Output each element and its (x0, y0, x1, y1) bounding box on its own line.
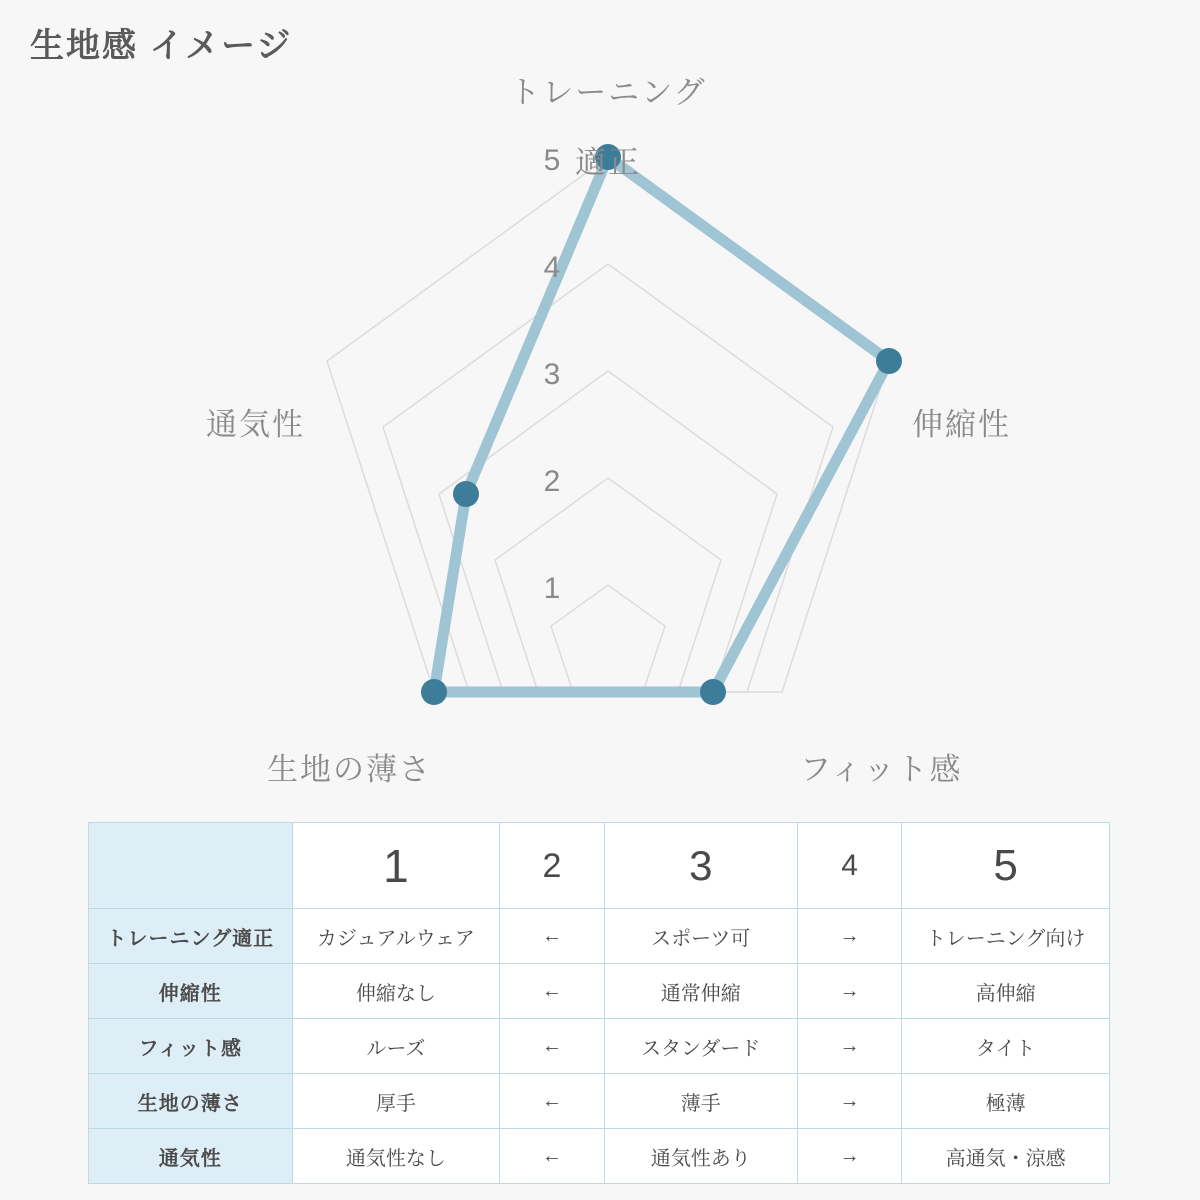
cell-thinness-4: → (797, 1074, 901, 1129)
cell-training-4: → (797, 909, 901, 964)
table-header-3 (604, 823, 797, 909)
cell-fit-2: ← (500, 1019, 604, 1074)
table-header-3-label: 3 (689, 841, 713, 889)
cell-breathability-3: 通気性あり (604, 1129, 797, 1184)
cell-thinness-5: 極薄 (902, 1074, 1110, 1129)
cell-fit-1: ルーズ (292, 1019, 500, 1074)
radar-tick-4: 4 (543, 251, 561, 284)
cell-fit-4: → (797, 1019, 901, 1074)
table-row (89, 1074, 1110, 1129)
radar-chart (0, 55, 1200, 820)
radar-point-breathability (453, 481, 479, 507)
cell-stretch-3: 通常伸縮 (604, 964, 797, 1019)
axis-label-training: トレーニング (509, 75, 707, 110)
axis-label-thinness: 生地の薄さ (267, 752, 432, 787)
row-label-stretch: 伸縮性 (89, 964, 293, 1019)
cell-training-3: スポーツ可 (604, 909, 797, 964)
radar-point-thinness (421, 679, 447, 705)
axis-label-stretch: 伸縮性 (912, 407, 1011, 442)
page-title: 生地感 イメージ (30, 27, 293, 65)
axis-label-fit: フィット感 (800, 752, 963, 787)
radar-grid (327, 157, 889, 692)
radar-tick-5: 5 (543, 144, 561, 177)
axis-label-training-suffix: 適正 (575, 145, 641, 180)
table-header-4-label: 4 (841, 848, 858, 882)
row-label-breathability: 通気性 (89, 1129, 293, 1184)
table-header-2-label: 2 (542, 846, 562, 885)
table-header-row (89, 823, 1110, 909)
cell-thinness-2: ← (500, 1074, 604, 1129)
table-header-corner (89, 823, 293, 909)
cell-stretch-5: 高伸縮 (902, 964, 1110, 1019)
radar-tick-3: 3 (543, 358, 561, 391)
cell-training-2: ← (500, 909, 604, 964)
row-label-training: トレーニング適正 (89, 909, 293, 964)
table-header-5-label: 5 (993, 840, 1018, 890)
radar-point-fit (700, 679, 726, 705)
table-row (89, 964, 1110, 1019)
radar-tick-1: 1 (543, 572, 561, 605)
cell-breathability-2: ← (500, 1129, 604, 1184)
cell-thinness-3: 薄手 (604, 1074, 797, 1129)
table-header-5 (902, 823, 1110, 909)
cell-training-1: カジュアルウェア (292, 909, 500, 964)
table-header-4 (797, 823, 901, 909)
cell-training-5: トレーニング向け (902, 909, 1110, 964)
cell-breathability-5: 高通気・涼感 (902, 1129, 1110, 1184)
table-header-1 (292, 823, 500, 909)
table-row (89, 909, 1110, 964)
cell-thinness-1: 厚手 (292, 1074, 500, 1129)
table-row (89, 1129, 1110, 1184)
radar-tick-2: 2 (543, 465, 561, 498)
table-header-1-label: 1 (383, 839, 409, 892)
scale-legend-table (88, 822, 1110, 1184)
cell-stretch-1: 伸縮なし (292, 964, 500, 1019)
cell-stretch-2: ← (500, 964, 604, 1019)
table-row (89, 1019, 1110, 1074)
axis-label-breathability: 通気性 (206, 407, 305, 442)
cell-fit-3: スタンダード (604, 1019, 797, 1074)
radar-point-stretch (876, 348, 902, 374)
row-label-fit: フィット感 (89, 1019, 293, 1074)
row-label-thinness: 生地の薄さ (89, 1074, 293, 1129)
table-header-2 (500, 823, 604, 909)
cell-stretch-4: → (797, 964, 901, 1019)
cell-fit-5: タイト (902, 1019, 1110, 1074)
cell-breathability-1: 通気性なし (292, 1129, 500, 1184)
cell-breathability-4: → (797, 1129, 901, 1184)
